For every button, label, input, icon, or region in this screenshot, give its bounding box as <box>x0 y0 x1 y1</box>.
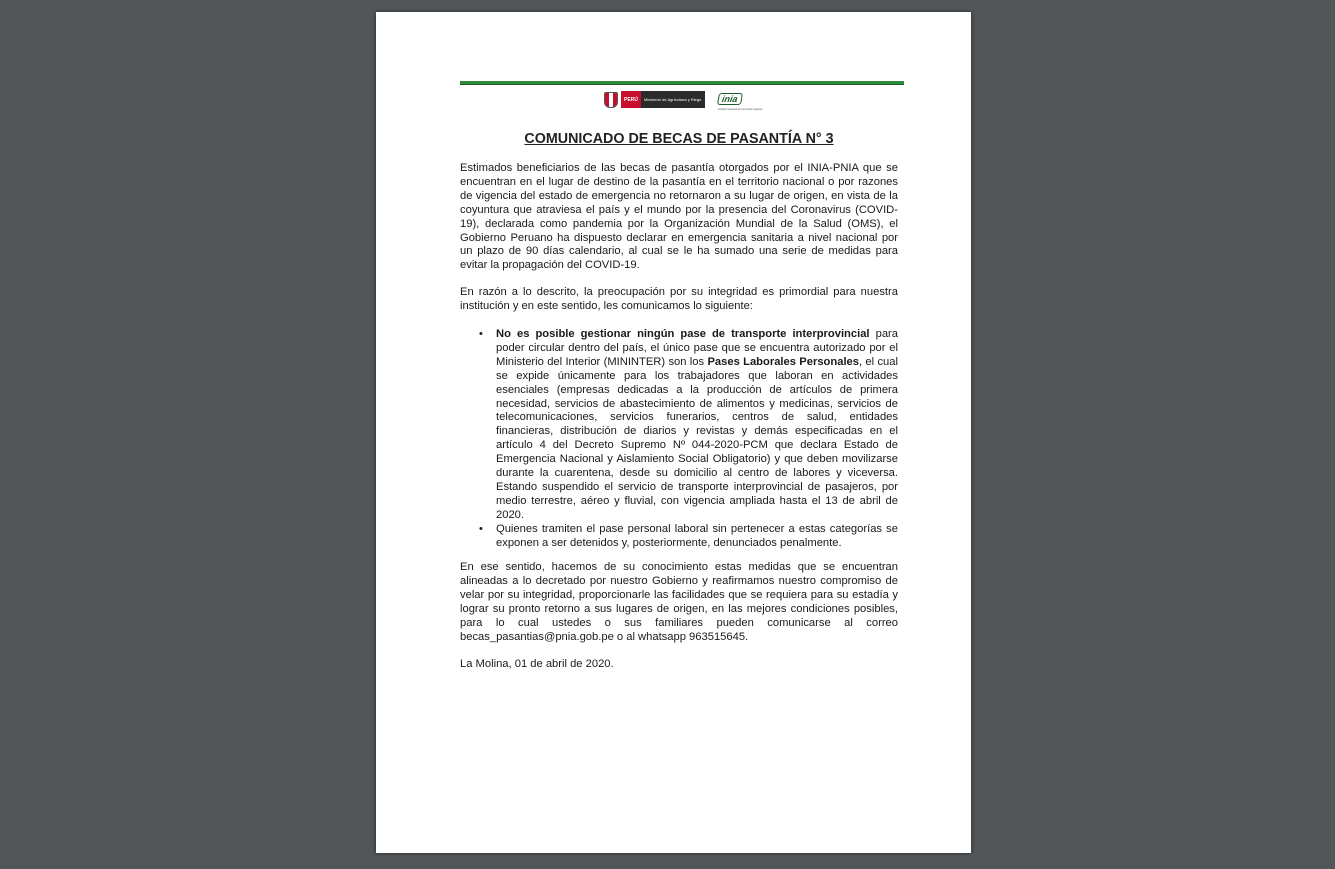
coat-of-arms-icon <box>604 92 618 108</box>
document-page <box>376 12 971 853</box>
measures-list <box>460 328 898 551</box>
list-item: • Quienes tramiten el pase personal laboral sin pertenecer a estas categorías se exponen a ser detenidos y, posteriormente, denunciados penalmente. <box>460 523 898 551</box>
document-title: COMUNICADO DE BECAS DE PASANTÍA N° 3 <box>524 131 834 147</box>
closing-date: La Molina, 01 de abril de 2020. <box>460 658 614 670</box>
bullet-bold-mid: Pases Laborales Personales <box>707 355 859 368</box>
header-rule <box>460 81 904 85</box>
bullet-text-b: , el cual se expide únicamente para los trabajadores que laboran en actividades esenciales (empresas dedicadas a la producción de artículos de primera necesidad, servicios de abastecimiento de alimentos y medicinas, servicios de telecomunicaciones, servicios funerarios, centros de salud, entidades financieras, distribución de diarios y revistas y demás especificadas en el artículo 4 del Decreto Supremo Nº 044-2020- <box>496 355 898 452</box>
inia-logo <box>718 89 763 111</box>
bullet-bold-lead: No es posible gestionar ningún pase de transporte interprovincial <box>496 328 870 340</box>
government-logo <box>604 91 705 108</box>
list-item <box>460 328 898 523</box>
paragraph-intro: Estimados beneficiarios de las becas de pasantía otorgados por el INIA-PNIA que se encuentran en el lugar de destino de la pasantía en el territorio nacional o por razones de vigencia del estado de emergencia no retornaron a su lugar de origen, en vista de la coyuntura que atraviesa el país y el mundo por la presencia del Coronavirus (COVID-19), declarada como pandemia por la Organización Mundial de la Salud (OMS), el Gobierno Peruano ha dispuesto declarar en emergencia sanitaria a nivel nacional por un plazo de 90 días calendario, al cual se le ha sumado una serie de medidas para evitar la propagación del COVID-19. <box>460 162 898 272</box>
header-logos <box>604 91 804 111</box>
inia-subtitle: Instituto Nacional de Innovación Agraria <box>718 108 763 111</box>
inia-mark: inia <box>717 93 743 105</box>
paragraph-concern: En razón a lo descrito, la preocupación por su integridad es primordial para nuestra institución y en este sentido, les comunicamos lo siguiente: <box>460 286 898 312</box>
country-label: PERÚ <box>621 91 641 108</box>
paragraph-commitment: En ese sentido, hacemos de su conocimiento estas medidas que se encuentran alineadas a lo decretado por nuestro Gobierno y reafirmamos nuestro compromiso de velar por su integridad, proporcionarle las facilidades que se requiera para su estadía y lograr su pronto retorno a sus lugares de origen, en las mejores condiciones posibles, para lo cual ustedes o sus familiares pueden comunicarse al correo becas_pasantias@pnia.gob.pe o al whatsapp 963515645. <box>460 561 898 643</box>
bullet-text-a: para poder circular dentro del país, el único pase que se encuentra autorizado por el Ministerio del Interior (MININTER) son los <box>496 328 898 368</box>
ministry-label: Ministerio de Agricultura y Riego <box>641 91 705 108</box>
bullet-text-c: PCM que declara Estado de Emergencia Nacional y Aislamiento Social Obligatorio) y que deben movilizarse durante la cuarentena, desde su domicilio al centro de labores y viceversa. Estando suspendido el servicio de transporte interprovincial de pasajeros, por medio terrestre, aéreo y fluvial, con vigencia ampliada hasta el 13 de abril de 2020. <box>496 439 898 521</box>
